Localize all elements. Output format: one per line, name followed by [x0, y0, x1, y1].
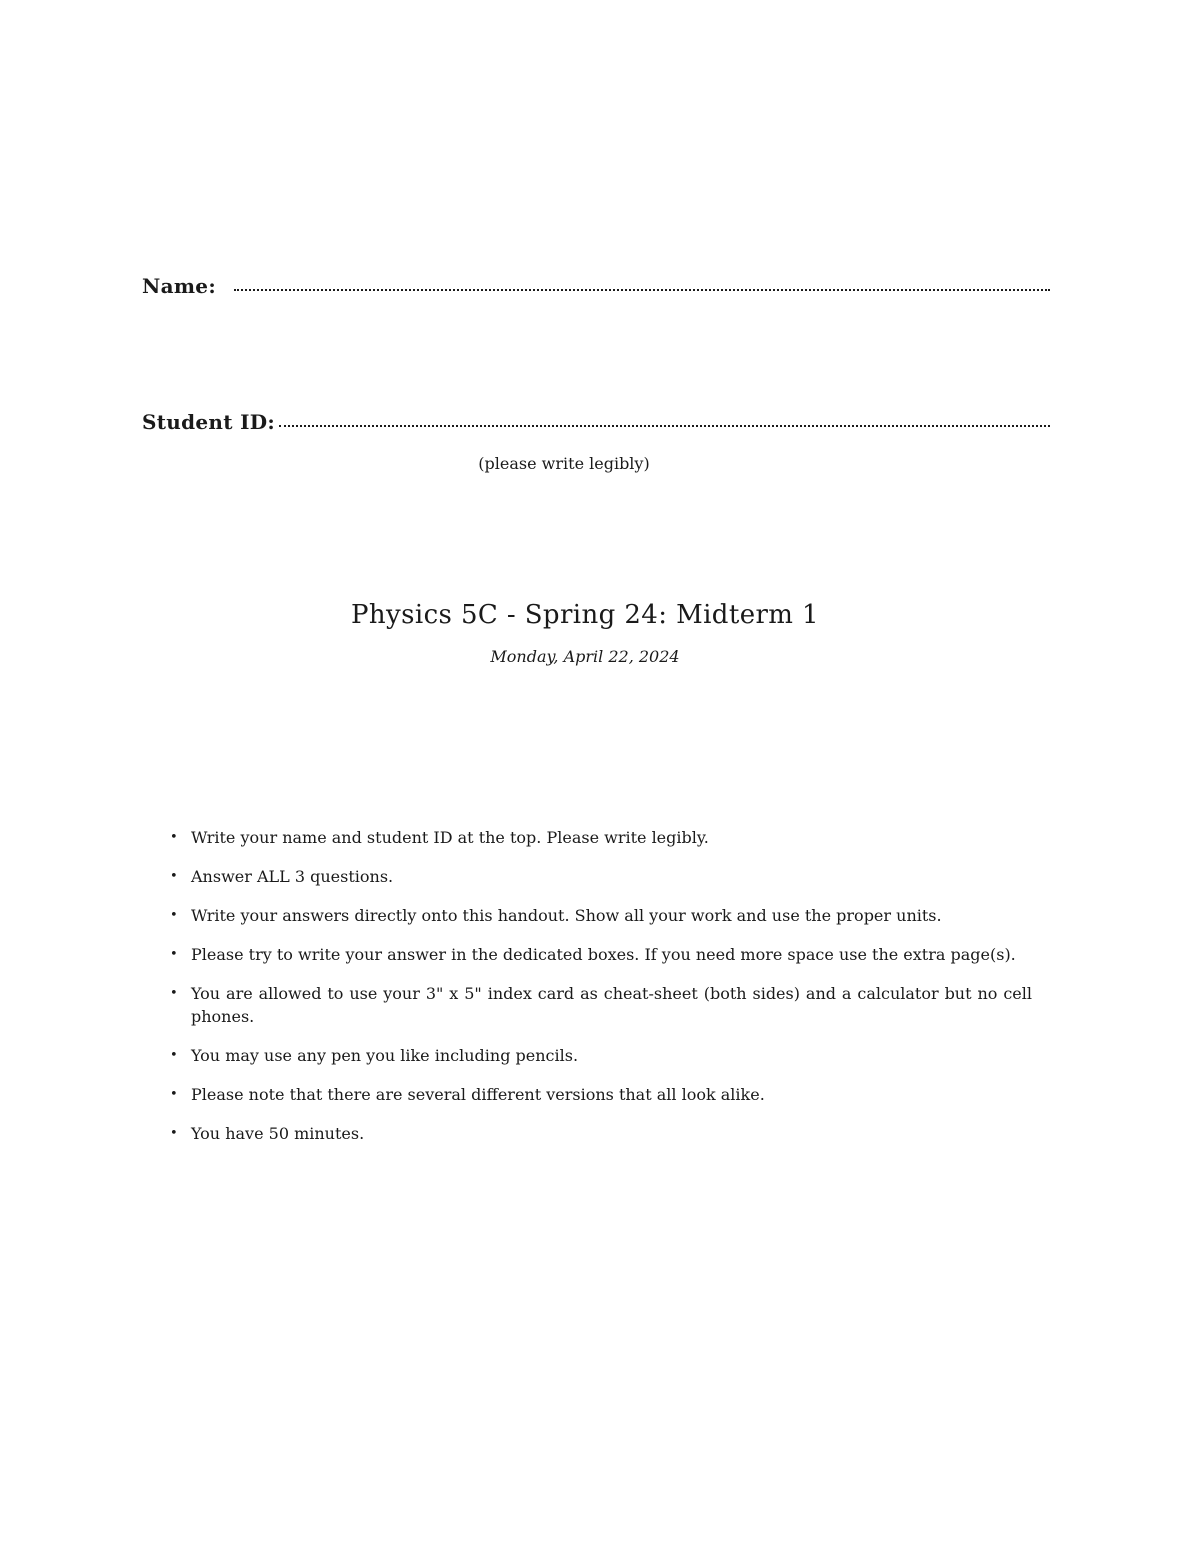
name-label: Name: — [142, 274, 217, 298]
instruction-item — [170, 904, 1032, 927]
exam-date: Monday, April 22, 2024 — [490, 647, 680, 666]
bullet-icon: • — [170, 830, 178, 845]
instruction-item — [170, 1044, 1032, 1067]
bullet-icon: • — [170, 908, 178, 923]
student-id-field-row — [142, 410, 1050, 434]
student-id-label: Student ID: — [142, 410, 276, 434]
exam-title: Physics 5C - Spring 24: Midterm 1 — [351, 600, 819, 630]
bullet-icon: • — [170, 947, 178, 962]
bullet-icon: • — [170, 1126, 178, 1141]
instruction-item — [170, 865, 1032, 888]
instruction-text: Please try to write your answer in the dedicated boxes. If you need more space use the extra page(s). — [191, 945, 1016, 964]
bullet-icon: • — [170, 1087, 178, 1102]
instruction-item — [170, 1083, 1032, 1106]
instruction-text: Answer ALL 3 questions. — [191, 867, 394, 886]
instruction-text: Write your answers directly onto this handout. Show all your work and use the proper units. — [191, 906, 942, 925]
instruction-item — [170, 826, 1032, 849]
bullet-icon: • — [170, 986, 178, 1001]
instruction-text: Write your name and student ID at the top. Please write legibly. — [191, 828, 709, 847]
instruction-text: You may use any pen you like including pencils. — [191, 1046, 579, 1065]
instruction-text: Please note that there are several different versions that all look alike. — [191, 1085, 765, 1104]
bullet-icon: • — [170, 1048, 178, 1063]
instruction-item — [170, 943, 1032, 966]
instruction-text: You have 50 minutes. — [191, 1124, 365, 1143]
instruction-item — [170, 1122, 1032, 1145]
instructions-list — [170, 826, 1032, 1161]
name-field-row — [142, 274, 1050, 298]
instruction-text: You are allowed to use your 3" x 5" index card as cheat-sheet (both sides) and a calculator but no cell phones. — [191, 984, 1032, 1026]
student-id-write-line[interactable] — [279, 423, 1050, 427]
legibility-hint: (please write legibly) — [478, 454, 650, 473]
instruction-item — [170, 982, 1032, 1028]
bullet-icon: • — [170, 869, 178, 884]
name-write-line[interactable] — [234, 287, 1050, 291]
